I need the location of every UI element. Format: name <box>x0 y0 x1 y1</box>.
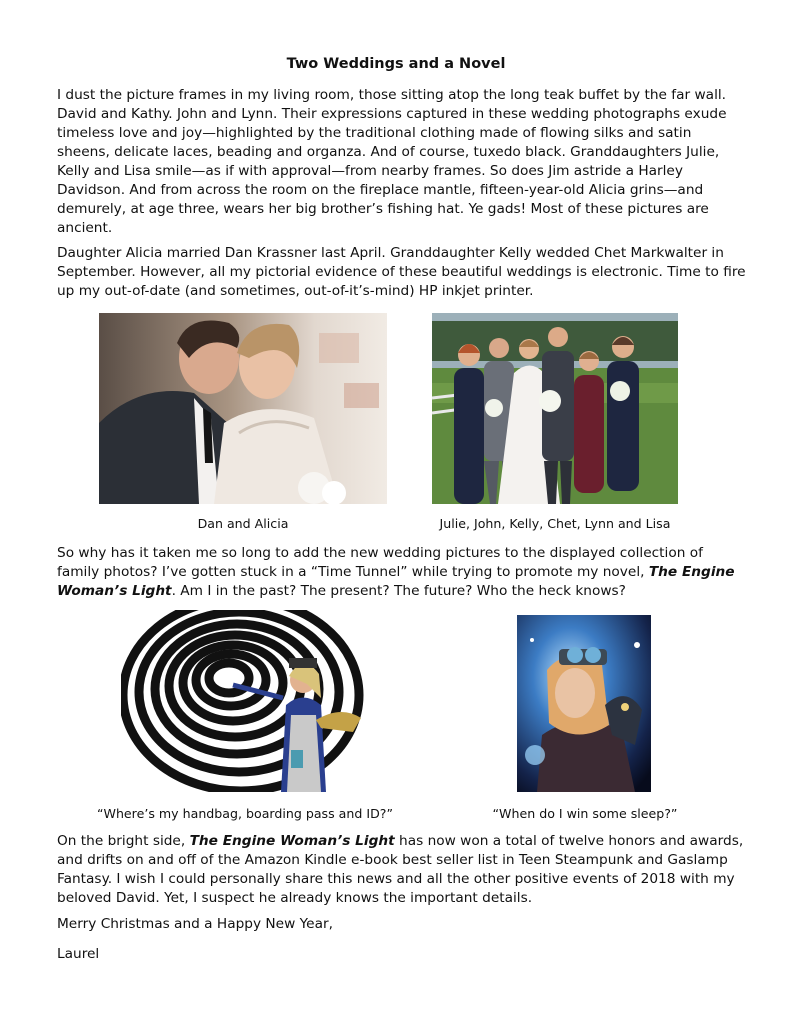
photo-dan-and-alicia <box>99 313 387 504</box>
paragraph-1: I dust the picture frames in my living room, those sitting atop the long teak buffet by the far wall. David and Kathy. John and Lynn. Their expressions captured in these wedding photographs exude timeless love and joy—highlighted by the traditional clothing made of flowing silks and satin sheens, delicate laces, beading and organza. And of course, tuxedo black. Granddaughters Julie, Kelly and Lisa smile—as if with approval—from nearby frames. So does Jim astride a Harley Davidson. And from across the room on the fireplace mantle, fifteen-year-old Alicia grins—and demurely, at age three, wears her big brother’s fishing hat. Ye gads! Most of these pictures are ancient. <box>57 87 727 236</box>
caption-photo-4: “When do I win some sleep?” <box>492 806 678 821</box>
novel-title: The Engine Woman’s Light <box>57 564 735 599</box>
photo-time-tunnel <box>121 610 376 792</box>
caption-photo-1: Dan and Alicia <box>197 516 289 531</box>
photo-steampunk-portrait <box>517 615 651 792</box>
closing-line: Merry Christmas and a Happy New Year, <box>57 916 333 932</box>
page-title: Two Weddings and a Novel <box>286 56 506 72</box>
caption-photo-3: “Where’s my handbag, boarding pass and ID?” <box>96 806 394 821</box>
paragraph-2: Daughter Alicia married Dan Krassner last April. Granddaughter Kelly wedded Chet Markwalter in September. However, all my pictorial evidence of these beautiful weddings is electronic. Time to fire up my out-of-date (and sometimes, out-of-it’s-mind) HP inkjet printer. <box>57 245 746 299</box>
caption-photo-2: Julie, John, Kelly, Chet, Lynn and Lisa <box>439 516 671 531</box>
photo-wedding-group <box>432 313 678 504</box>
novel-title: The Engine Woman’s Light <box>189 833 395 849</box>
signature: Laurel <box>57 946 100 962</box>
paragraph-4: On the bright side, The Engine Woman’s Light has now won a total of twelve honors and awards, and drifts on and off of the Amazon Kindle e-book best seller list in Teen Steampunk and Gaslamp Fantasy. I wish I could personally share this news and all the other positive events of 2018 with my beloved David. Yet, I suspect he already knows the important details. <box>57 833 744 906</box>
paragraph-3: So why has it taken me so long to add the new wedding pictures to the displayed collection of family photos? I’ve gotten stuck in a “Time Tunnel” while trying to promote my novel, The Engine Woman’s Light. Am I in the past? The present? The future? Who the heck knows? <box>57 545 735 599</box>
